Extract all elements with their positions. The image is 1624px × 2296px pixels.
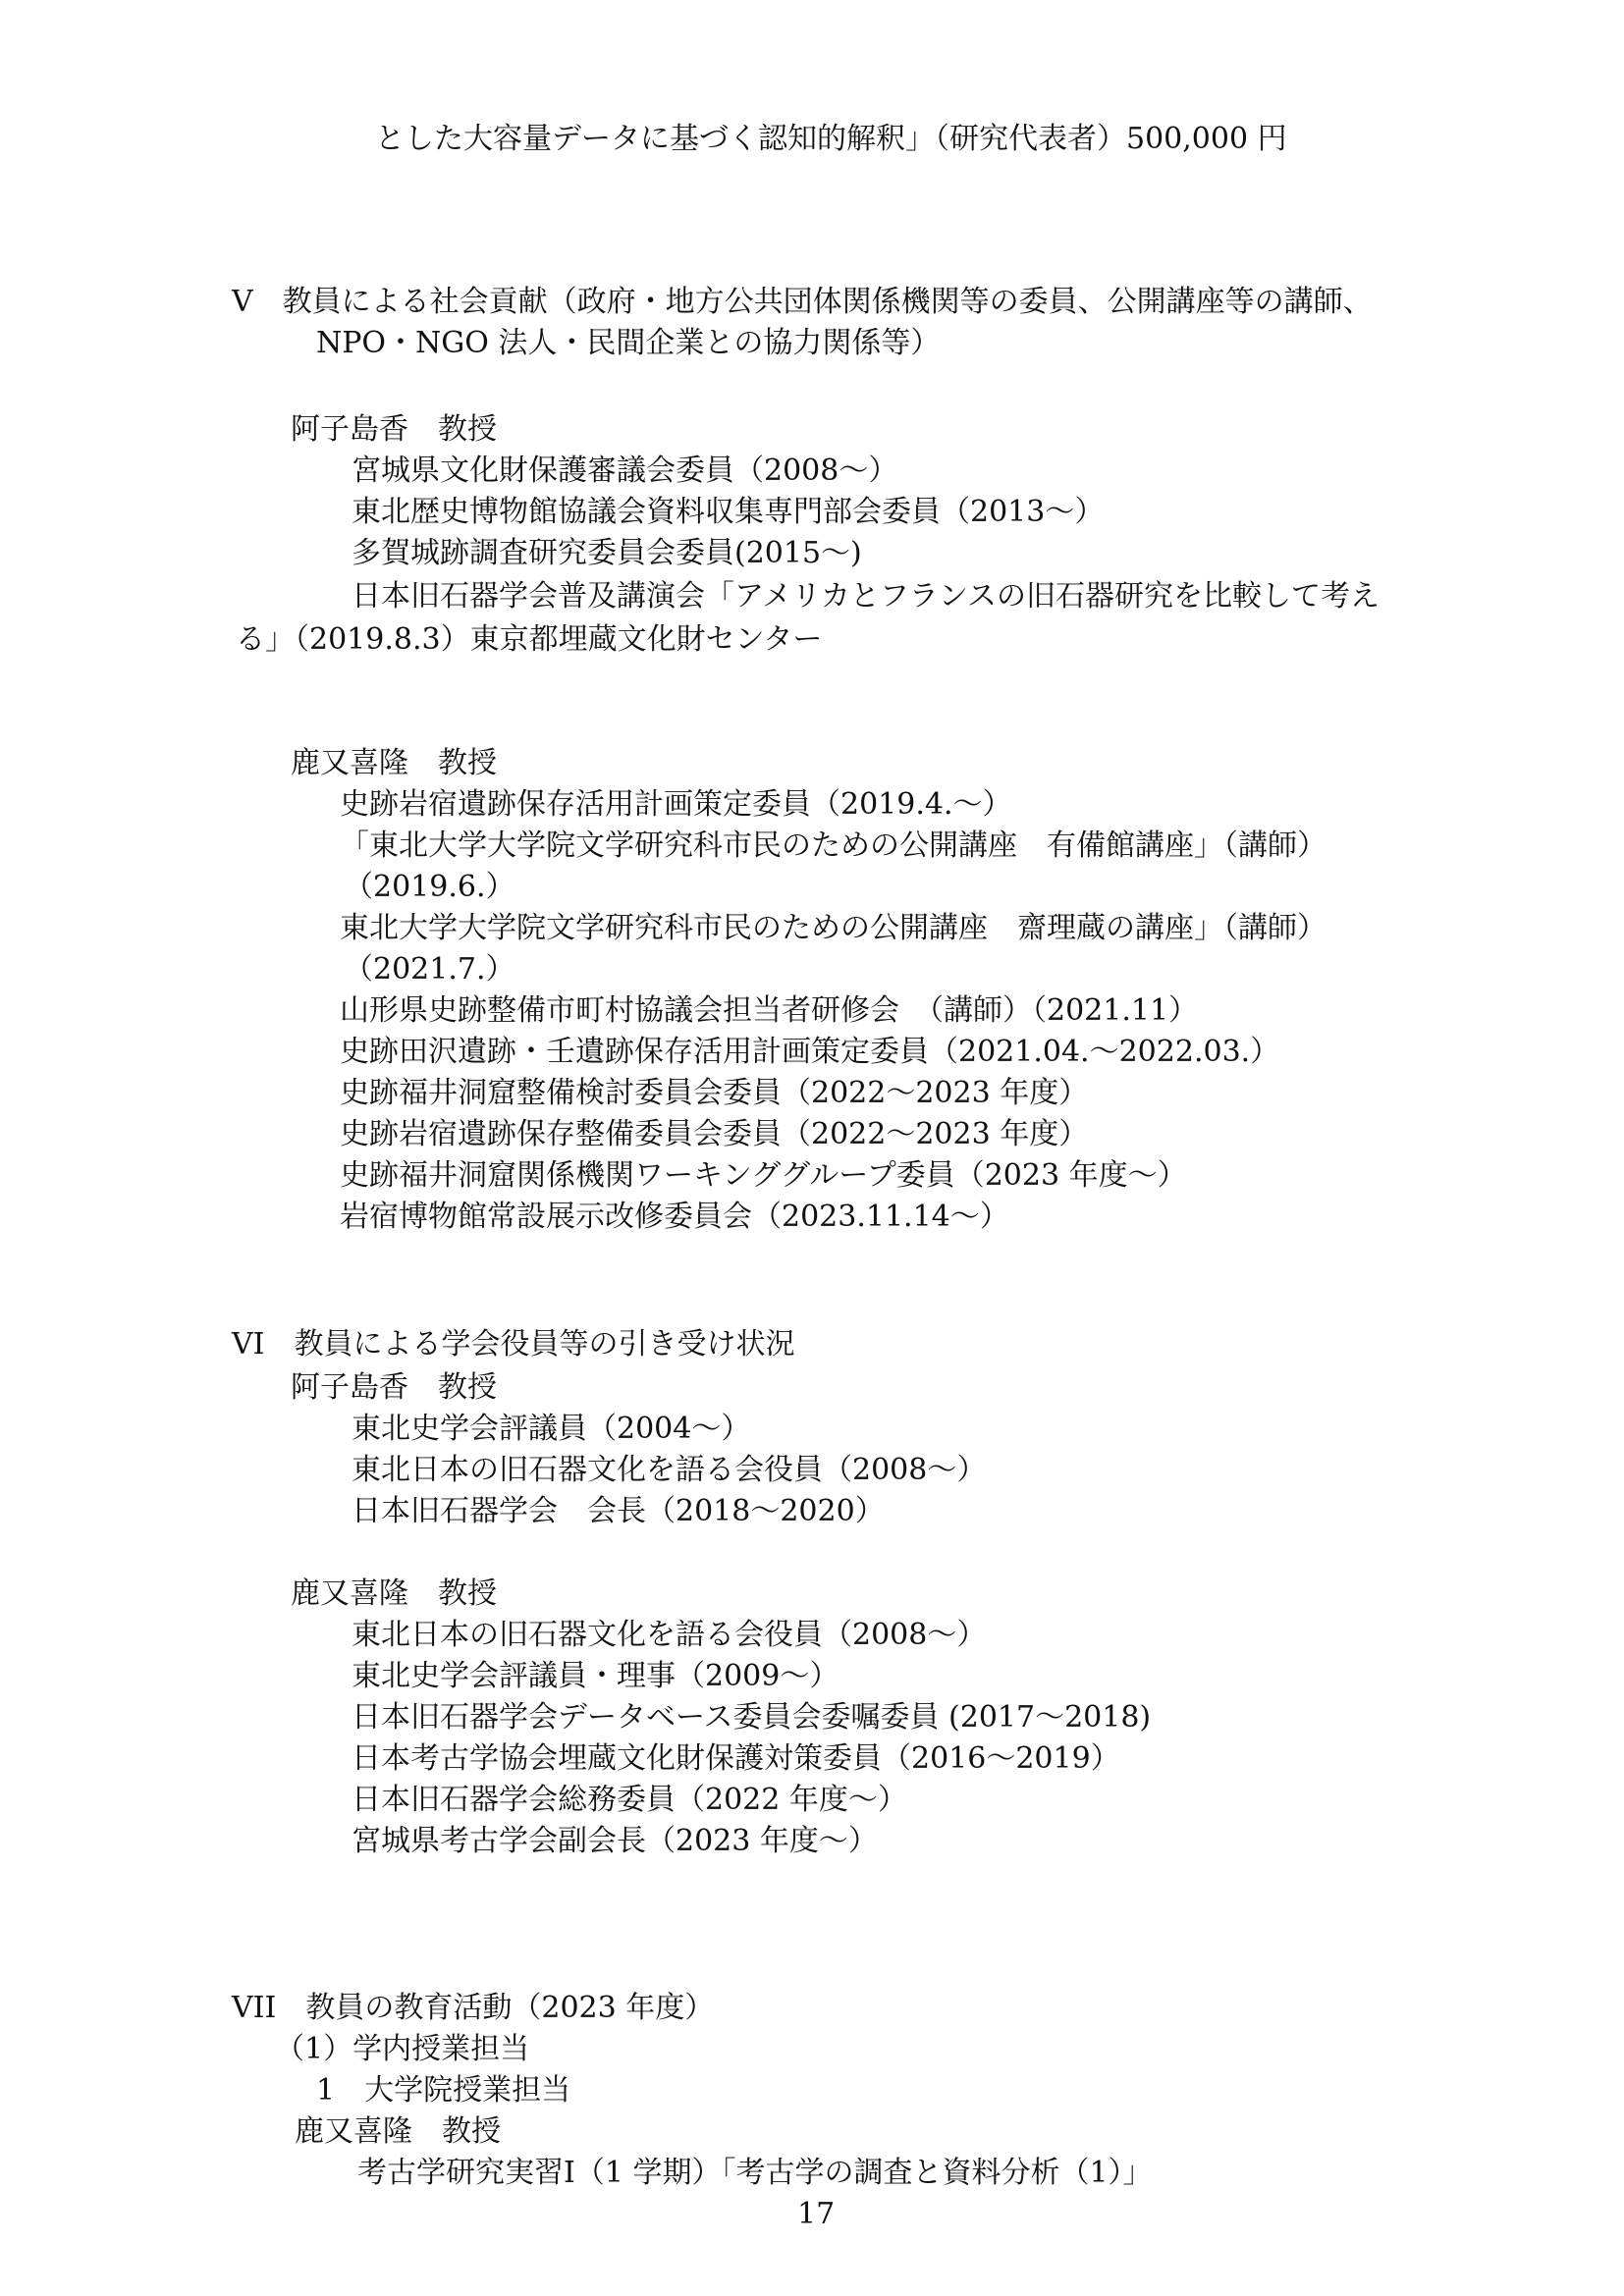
section-vi-heading: VI 教員による学会役員等の引き受け状況 (232, 1327, 795, 1362)
continued-line: とした大容量データに基づく認知的解釈」（研究代表者）500,000 円 (375, 122, 1287, 156)
list-item: 東北歴史博物館協議会資料収集専門部会委員（2013～） (352, 495, 1105, 529)
list-item: 山形県史跡整備市町村協議会担当者研修会 （講師）（2021.11） (340, 993, 1199, 1028)
person-name: 鹿又喜隆 教授 (291, 746, 497, 780)
person-name: 鹿又喜隆 教授 (291, 1576, 497, 1611)
list-item: 「東北大学大学院文学研究科市民のための公開講座 有備館講座」（講師） (340, 828, 1326, 863)
list-item: 日本旧石器学会普及講演会「アメリカとフランスの旧石器研究を比較して考え (352, 579, 1380, 614)
subsection-heading: 1 大学院授業担当 (316, 2073, 571, 2108)
list-item: 日本考古学協会埋蔵文化財保護対策委員（2016～2019） (352, 1741, 1120, 1776)
person-name: 阿子島香 教授 (291, 1370, 497, 1405)
person-name: 阿子島香 教授 (291, 412, 497, 447)
section-vii-heading: VII 教員の教育活動（2023 年度） (232, 1991, 715, 2025)
list-item: 史跡福井洞窟整備検討委員会委員（2022～2023 年度） (340, 1076, 1089, 1110)
list-item: 東北日本の旧石器文化を語る会役員（2008～） (352, 1453, 987, 1487)
person-name: 鹿又喜隆 教授 (295, 2114, 501, 2149)
list-item: 史跡岩宿遺跡保存活用計画策定委員（2019.4.～） (340, 787, 1012, 822)
list-item: 東北史学会評議員・理事（2009～） (352, 1659, 839, 1693)
list-item: 日本旧石器学会データベース委員会委嘱委員 (2017～2018) (352, 1700, 1152, 1735)
list-item: 岩宿博物館常設展示改修委員会（2023.11.14～） (340, 1200, 1009, 1234)
section-v-heading-line1: V 教員による社会貢献（政府・地方公共団体関係機関等の委員、公開講座等の講師、 (232, 285, 1373, 319)
list-item: 史跡田沢遺跡・壬遺跡保存活用計画策定委員（2021.04.～2022.03.） (340, 1035, 1280, 1069)
list-item: 日本旧石器学会 会長（2018～2020） (352, 1494, 885, 1528)
list-item: 史跡福井洞窟関係機関ワーキンググループ委員（2023 年度～） (340, 1158, 1187, 1193)
page-number: 17 (797, 2197, 836, 2231)
list-item: 宮城県考古学会副会長（2023 年度～） (352, 1824, 878, 1858)
list-item-continued: （2019.6.） (344, 870, 515, 904)
list-item: 多賀城跡調査研究委員会委員(2015～) (352, 536, 862, 570)
subsection-heading: （1）学内授業担当 (275, 2032, 530, 2066)
list-item: 日本旧石器学会総務委員（2022 年度～） (352, 1783, 907, 1817)
list-item: 東北大学大学院文学研究科市民のための公開講座 齋理蔵の講座」（講師） (340, 911, 1326, 945)
list-item-continued: る」（2019.8.3）東京都埋蔵文化財センター (236, 622, 823, 657)
list-item-continued: （2021.7.） (344, 952, 515, 987)
list-item: 東北日本の旧石器文化を語る会役員（2008～） (352, 1618, 987, 1652)
list-item: 宮城県文化財保護審議会委員（2008～） (352, 454, 898, 488)
section-v-heading-line2: NPO・NGO 法人・民間企業との協力関係等） (316, 326, 941, 360)
list-item: 東北史学会評議員（2004～） (352, 1412, 751, 1446)
list-item: 史跡岩宿遺跡保存整備委員会委員（2022～2023 年度） (340, 1117, 1089, 1151)
course-item: 考古学研究実習I（1 学期）「考古学の調査と資料分析（1）」 (357, 2156, 1153, 2190)
